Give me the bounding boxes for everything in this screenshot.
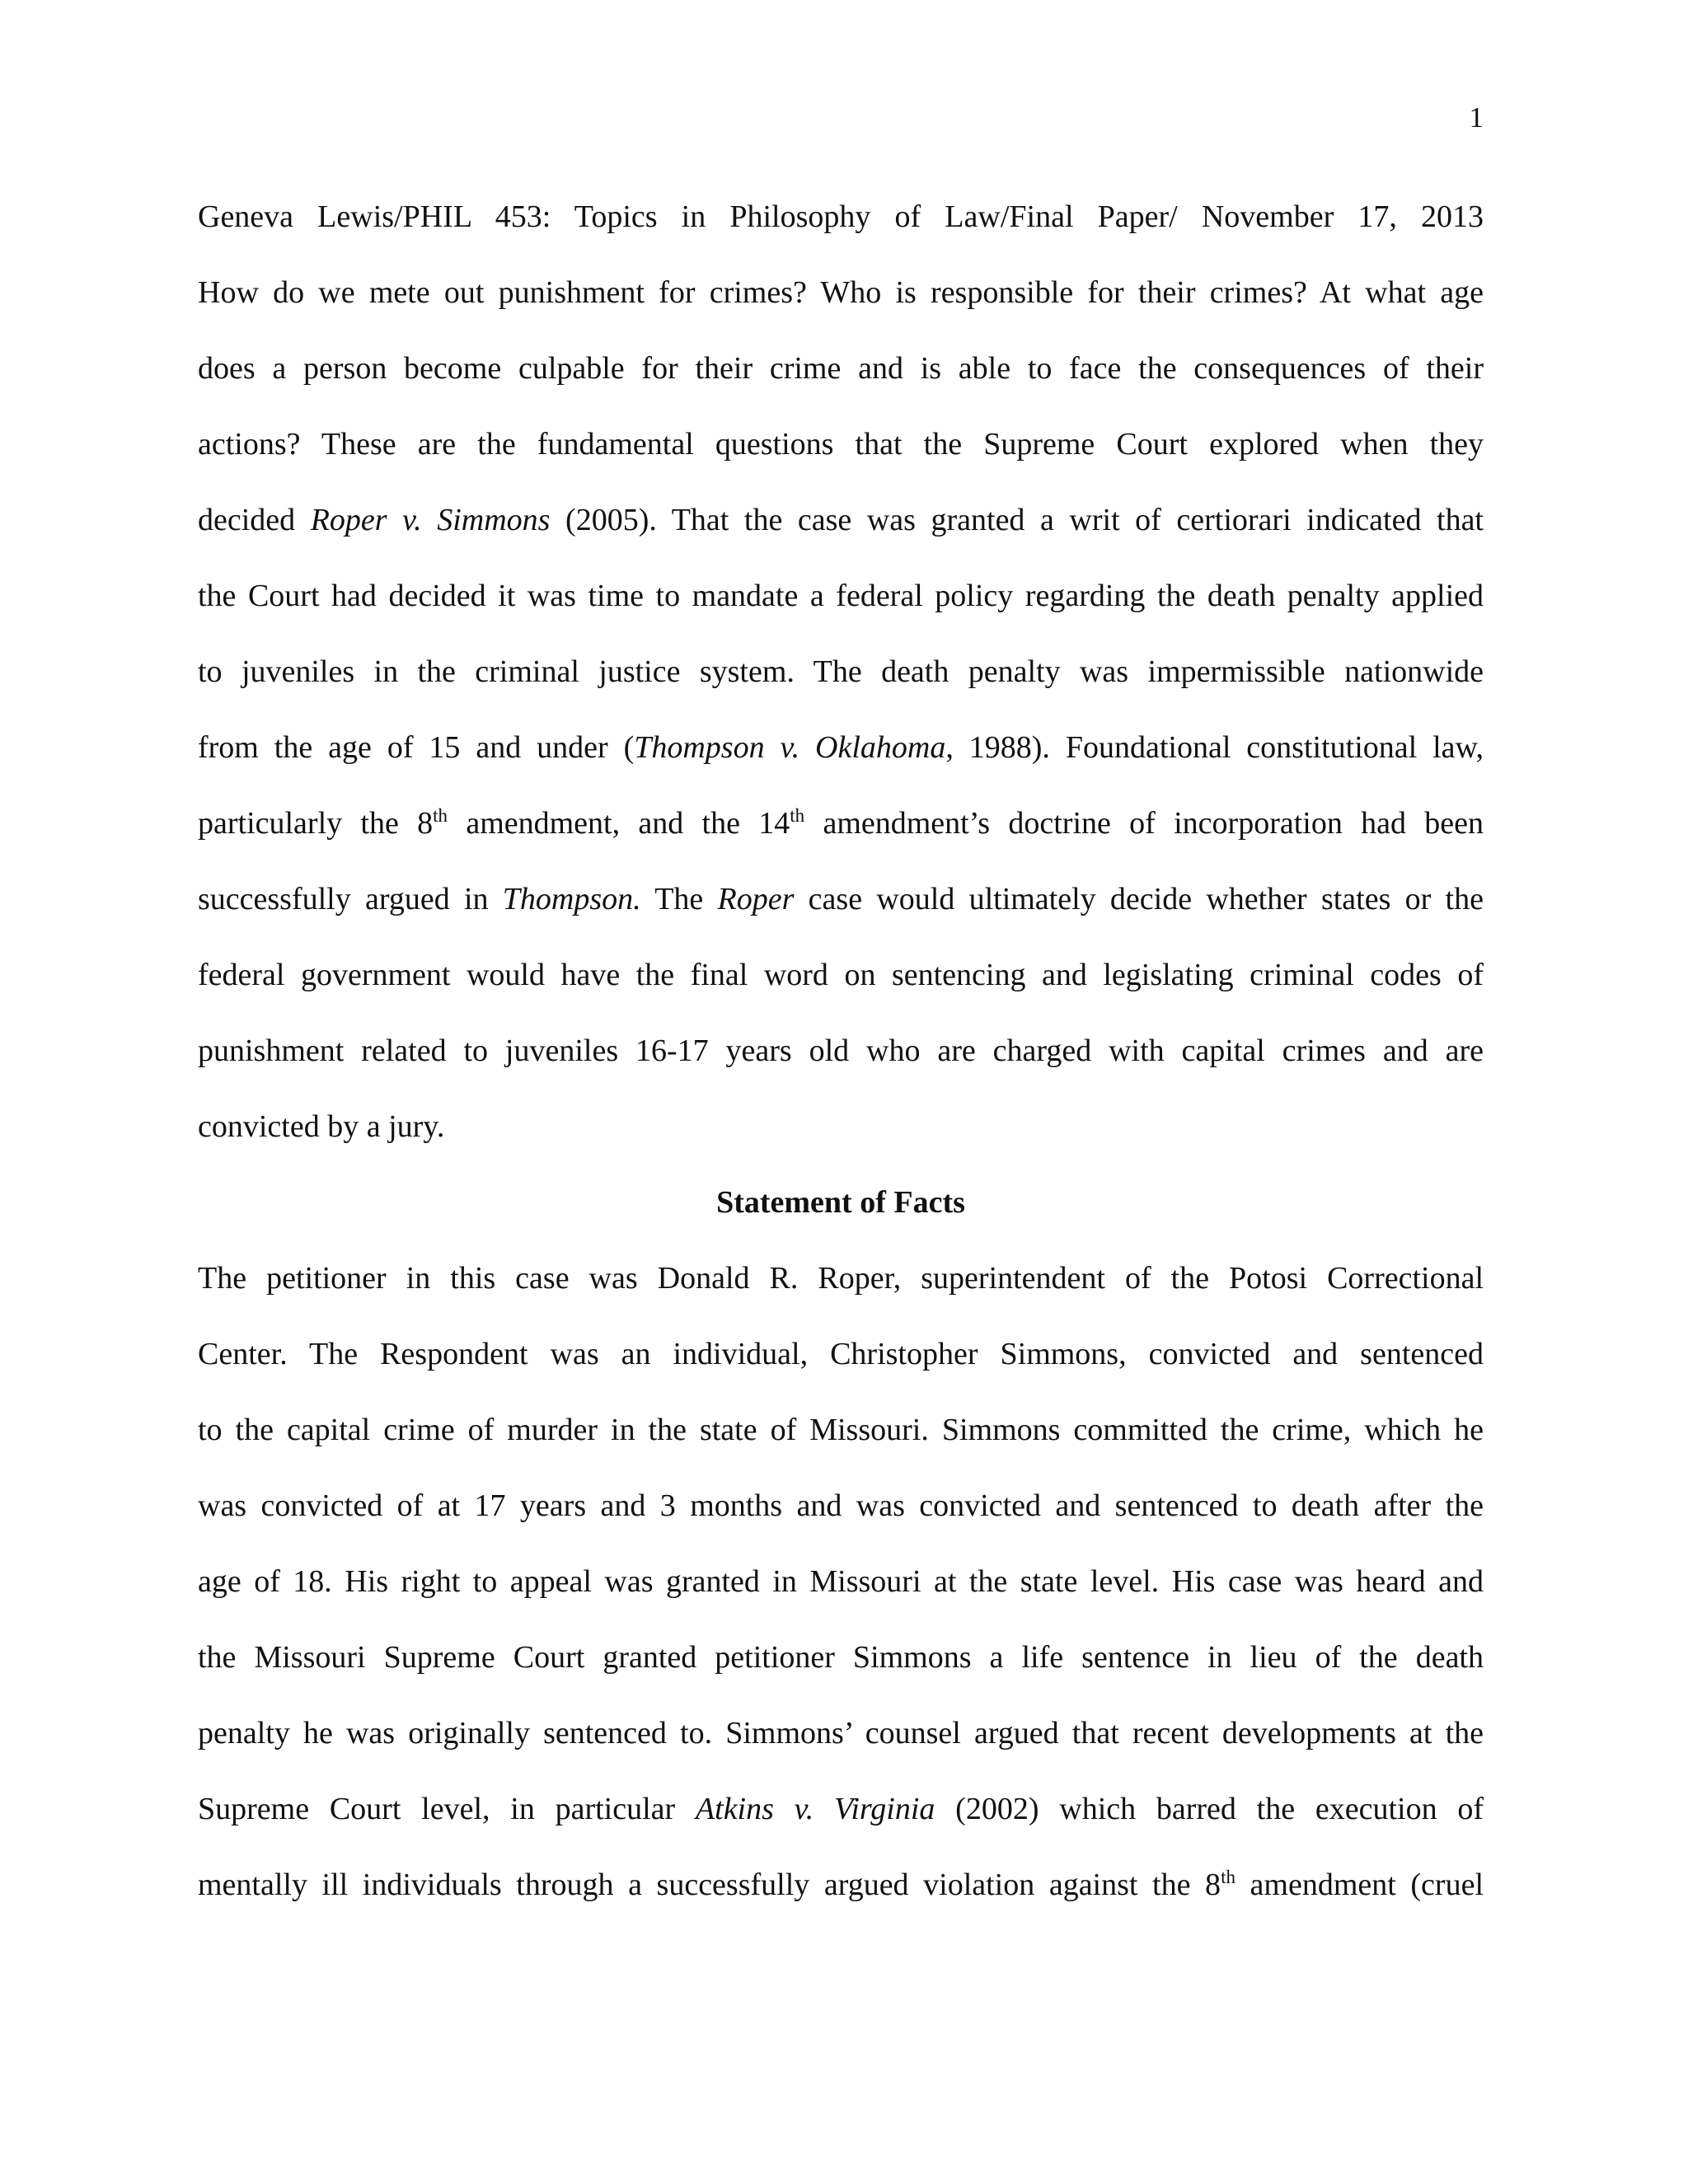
case-citation: Thompson. (502, 882, 641, 916)
facts-line-5 (198, 1561, 1484, 1637)
intro-text: convicted by a jury. (198, 1109, 445, 1144)
facts-text: Center. The Respondent was an individual, Christopher Simmons, convicted and sentenced (198, 1337, 1484, 1371)
facts-text: age of 18. His right to appeal was granted in Missouri at the state level. His case was heard and (198, 1564, 1484, 1599)
intro-text: particularly the 8 (198, 806, 434, 841)
case-citation: Roper v. Simmons (310, 503, 551, 537)
intro-text: actions? These are the fundamental questions that the Supreme Court explored when they (198, 427, 1484, 462)
intro-text: successfully argued in (198, 882, 503, 916)
intro-text: , 1988). Foundational constitutional law, (945, 730, 1484, 765)
intro-line-5 (198, 575, 1484, 651)
ordinal-suffix: th (790, 805, 805, 826)
facts-text: (2002) which barred the execution of (935, 1792, 1484, 1826)
facts-line-1 (198, 1258, 1484, 1333)
intro-text: amendment’s doctrine of incorporation had been (804, 806, 1484, 841)
case-citation: Roper (717, 882, 795, 916)
facts-text: penalty he was originally sentenced to. Simmons’ counsel argued that recent developments at the (198, 1716, 1484, 1750)
facts-line-6 (198, 1637, 1484, 1713)
case-citation: Atkins v. Virginia (695, 1792, 935, 1826)
intro-line-3 (198, 424, 1484, 499)
intro-line-1 (198, 272, 1484, 348)
ordinal-suffix: th (433, 805, 448, 826)
intro-text: does a person become culpable for their crime and is able to face the consequences of their (198, 351, 1484, 386)
section-heading (198, 1182, 1484, 1258)
intro-line-11 (198, 1030, 1484, 1106)
ordinal-suffix: th (1221, 1867, 1236, 1887)
intro-line-9 (198, 879, 1484, 954)
intro-line-10 (198, 954, 1484, 1030)
intro-text: case would ultimately decide whether states or the (794, 882, 1484, 916)
facts-line-7 (198, 1713, 1484, 1788)
facts-text: mentally ill individuals through a successfully argued violation against the 8 (198, 1868, 1221, 1902)
intro-line-2 (198, 348, 1484, 424)
intro-line-12 (198, 1106, 1484, 1182)
case-citation: Thompson v. Oklahoma (634, 730, 946, 765)
facts-line-2 (198, 1333, 1484, 1409)
intro-text: amendment, and the 14 (448, 806, 790, 841)
facts-text: The petitioner in this case was Donald R. Roper, superintendent of the Potosi Correctional (198, 1261, 1484, 1296)
intro-line-7 (198, 727, 1484, 803)
intro-text: federal government would have the final word on sentencing and legislating criminal codes of (198, 958, 1484, 992)
facts-line-9 (198, 1864, 1484, 1940)
intro-text: punishment related to juveniles 16-17 years old who are charged with capital crimes and are (198, 1033, 1484, 1068)
facts-line-8 (198, 1788, 1484, 1864)
intro-text: decided (198, 503, 311, 537)
intro-line-6 (198, 651, 1484, 727)
body-text (198, 196, 1484, 1940)
section-heading-text: Statement of Facts (716, 1185, 965, 1220)
header-line (198, 196, 1484, 272)
facts-text: amendment (cruel (1235, 1868, 1484, 1902)
intro-line-4 (198, 499, 1484, 575)
intro-text: The (640, 882, 718, 916)
facts-text: to the capital crime of murder in the state of Missouri. Simmons committed the crime, which he (198, 1413, 1484, 1447)
intro-text: (2005). That the case was granted a writ of certiorari indicated that (550, 503, 1484, 537)
header-line-text: Geneva Lewis/PHIL 453: Topics in Philosophy of Law/Final Paper/ November 17, 2013 (198, 199, 1484, 234)
intro-text: from the age of 15 and under ( (198, 730, 635, 765)
page-number: 1 (1469, 101, 1484, 134)
intro-text: How do we mete out punishment for crimes? Who is responsible for their crimes? At what age (198, 275, 1484, 310)
facts-text: Supreme Court level, in particular (198, 1792, 696, 1826)
facts-line-4 (198, 1485, 1484, 1561)
facts-text: was convicted of at 17 years and 3 months and was convicted and sentenced to death after the (198, 1488, 1484, 1523)
facts-line-3 (198, 1409, 1484, 1485)
facts-text: the Missouri Supreme Court granted petitioner Simmons a life sentence in lieu of the death (198, 1640, 1484, 1675)
intro-text: to juveniles in the criminal justice system. The death penalty was impermissible nationwide (198, 654, 1484, 689)
intro-text: the Court had decided it was time to mandate a federal policy regarding the death penalty applied (198, 579, 1484, 613)
intro-line-8 (198, 803, 1484, 879)
